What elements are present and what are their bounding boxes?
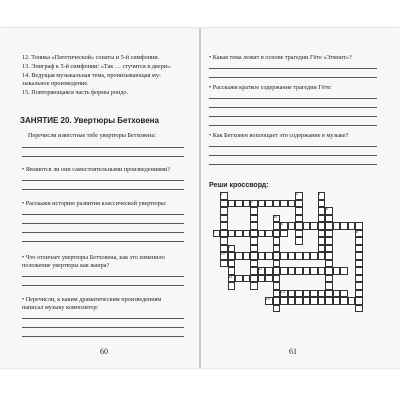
crossword-cell[interactable] bbox=[250, 230, 258, 238]
crossword-cell[interactable] bbox=[295, 237, 303, 245]
crossword-cell[interactable] bbox=[273, 200, 281, 208]
answer-line[interactable] bbox=[22, 232, 184, 233]
answer-line[interactable] bbox=[209, 107, 377, 108]
lesson-heading: ЗАНЯТИЕ 20. Увертюры Бетховена bbox=[20, 116, 159, 125]
crossword-cell[interactable] bbox=[273, 222, 281, 230]
crossword-cell[interactable] bbox=[265, 200, 273, 208]
crossword-cell[interactable] bbox=[265, 275, 273, 283]
crossword-cell[interactable] bbox=[258, 275, 266, 283]
crossword-cell[interactable] bbox=[228, 230, 236, 238]
crossword-clue-number: 9 bbox=[228, 244, 231, 249]
crossword-cell[interactable] bbox=[265, 252, 273, 260]
crossword-cell[interactable] bbox=[228, 245, 236, 253]
answer-line[interactable] bbox=[22, 327, 184, 328]
crossword-cell[interactable] bbox=[340, 267, 348, 275]
crossword-cell[interactable] bbox=[280, 252, 288, 260]
crossword-cell[interactable] bbox=[250, 282, 258, 290]
crossword-cell[interactable] bbox=[280, 230, 288, 238]
crossword-cell[interactable] bbox=[235, 252, 243, 260]
crossword-cell[interactable] bbox=[295, 222, 303, 230]
crossword-cell[interactable] bbox=[325, 290, 333, 298]
answer-line[interactable] bbox=[209, 146, 377, 147]
crossword-cell[interactable] bbox=[250, 222, 258, 230]
crossword-cell[interactable] bbox=[295, 290, 303, 298]
crossword-cell[interactable] bbox=[280, 222, 288, 230]
crossword-cell[interactable] bbox=[333, 297, 341, 305]
crossword-cell[interactable] bbox=[273, 305, 281, 313]
crossword-cell[interactable] bbox=[220, 207, 228, 215]
crossword-cell[interactable] bbox=[273, 297, 281, 305]
crossword-cell[interactable] bbox=[318, 245, 326, 253]
question-dramas-line2: написал музыку композитор: bbox=[22, 304, 99, 311]
crossword-clue-number: 13 bbox=[280, 289, 285, 294]
crossword-cell[interactable] bbox=[325, 260, 333, 268]
crossword-cell[interactable] bbox=[325, 275, 333, 283]
crossword-cell[interactable] bbox=[273, 230, 281, 238]
crossword-cell[interactable] bbox=[310, 290, 318, 298]
crossword-cell[interactable] bbox=[310, 252, 318, 260]
crossword-cell[interactable] bbox=[228, 252, 236, 260]
crossword-cell[interactable] bbox=[265, 267, 273, 275]
crossword-cell[interactable] bbox=[250, 275, 258, 283]
answer-line[interactable] bbox=[22, 180, 184, 181]
crossword-cell[interactable] bbox=[288, 200, 296, 208]
crossword-cell[interactable] bbox=[325, 230, 333, 238]
answer-line[interactable] bbox=[209, 77, 377, 78]
crossword-cell[interactable] bbox=[355, 260, 363, 268]
crossword-cell[interactable] bbox=[220, 200, 228, 208]
page-number: 60 bbox=[100, 347, 108, 356]
list-item: 12. Тоника «Патетической» сонаты и 5-й симфонии. bbox=[22, 54, 160, 61]
crossword-cell[interactable] bbox=[325, 267, 333, 275]
crossword-cell[interactable] bbox=[250, 200, 258, 208]
crossword-cell[interactable] bbox=[273, 290, 281, 298]
crossword-cell[interactable] bbox=[355, 222, 363, 230]
crossword-cell[interactable] bbox=[273, 245, 281, 253]
crossword-cell[interactable] bbox=[318, 252, 326, 260]
crossword-cell[interactable] bbox=[318, 290, 326, 298]
crossword-cell[interactable] bbox=[235, 275, 243, 283]
crossword-cell[interactable] bbox=[348, 222, 356, 230]
answer-line[interactable] bbox=[209, 68, 377, 69]
crossword-cell[interactable] bbox=[220, 244, 231, 253]
crossword-cell[interactable] bbox=[303, 297, 311, 305]
crossword-clue-number: 14 bbox=[265, 297, 270, 302]
crossword-cell[interactable] bbox=[288, 252, 296, 260]
crossword-clue-number: 4 bbox=[318, 192, 321, 197]
question-dramas-line1: • Перечисли, к каким драматическим произведениям bbox=[22, 296, 162, 303]
crossword-cell[interactable] bbox=[250, 260, 258, 268]
question-difference-line2: положение увертюры как жанра? bbox=[22, 262, 110, 269]
crossword-cell[interactable] bbox=[355, 297, 363, 305]
list-item: зыкальное произведение. bbox=[22, 80, 89, 87]
crossword-cell[interactable] bbox=[295, 297, 303, 305]
crossword-cell[interactable] bbox=[325, 252, 333, 260]
crossword-cell[interactable] bbox=[340, 290, 348, 298]
crossword-cell[interactable] bbox=[355, 267, 363, 275]
answer-line[interactable] bbox=[209, 164, 377, 165]
crossword-clue-number: 15 bbox=[273, 214, 278, 219]
crossword-clue-number: 8 bbox=[355, 229, 358, 234]
crossword-cell[interactable] bbox=[250, 207, 258, 215]
crossword-cell[interactable] bbox=[348, 297, 356, 305]
crossword-cell[interactable] bbox=[265, 230, 273, 238]
crossword-cell[interactable] bbox=[325, 245, 333, 253]
crossword-cell[interactable] bbox=[280, 267, 288, 275]
crossword-cell[interactable] bbox=[228, 282, 236, 290]
crossword-cell[interactable] bbox=[228, 200, 236, 208]
crossword-cell[interactable] bbox=[235, 200, 243, 208]
crossword-cell[interactable] bbox=[273, 260, 281, 268]
crossword-cell[interactable] bbox=[295, 267, 303, 275]
crossword-clue-number: 6 bbox=[280, 222, 283, 227]
crossword-cell[interactable] bbox=[303, 222, 311, 230]
question-beethoven-music: • Как Бетховен воплощает это содержание в музыке? bbox=[209, 132, 349, 139]
crossword-cell[interactable] bbox=[318, 230, 326, 238]
crossword-clue-number: 7 bbox=[213, 229, 216, 234]
crossword-cell[interactable] bbox=[318, 237, 326, 245]
crossword-cell[interactable] bbox=[220, 222, 228, 230]
crossword-cell[interactable] bbox=[258, 252, 266, 260]
crossword-cell[interactable] bbox=[340, 297, 348, 305]
crossword-cell[interactable] bbox=[213, 230, 221, 238]
crossword-cell[interactable] bbox=[295, 207, 303, 215]
crossword-cell[interactable] bbox=[310, 297, 318, 305]
crossword-cell[interactable] bbox=[250, 237, 258, 245]
crossword-cell[interactable] bbox=[325, 222, 333, 230]
answer-line[interactable] bbox=[209, 116, 377, 117]
crossword-cell[interactable] bbox=[243, 252, 251, 260]
crossword-cell[interactable] bbox=[295, 215, 303, 223]
crossword-cell[interactable] bbox=[258, 230, 266, 238]
crossword-cell[interactable] bbox=[295, 252, 303, 260]
answer-line[interactable] bbox=[22, 156, 184, 157]
answer-line[interactable] bbox=[22, 285, 184, 286]
crossword-cell[interactable] bbox=[318, 267, 326, 275]
crossword-cell[interactable] bbox=[273, 267, 281, 275]
question-overtures: Перечисли известные тебе увертюры Бетховена: bbox=[28, 132, 156, 139]
crossword-cell[interactable] bbox=[325, 237, 333, 245]
list-item: 13. Эпиграф к 5-й симфонии: «Так … стучится в двери». bbox=[22, 63, 172, 70]
crossword-clue-number: 11 bbox=[258, 267, 263, 272]
crossword-cell[interactable] bbox=[355, 230, 363, 238]
list-item: 14. Ведущая музыкальная тема, пронизывающая му- bbox=[22, 72, 161, 79]
crossword-cell[interactable] bbox=[295, 230, 303, 238]
answer-line[interactable] bbox=[22, 318, 184, 319]
crossword-cell[interactable] bbox=[318, 192, 326, 200]
answer-line[interactable] bbox=[209, 98, 377, 99]
crossword-cell[interactable] bbox=[295, 200, 303, 208]
crossword-cell[interactable] bbox=[220, 237, 228, 245]
list-item: 15. Повторяющаяся часть формы рондо. bbox=[22, 89, 129, 96]
page-number: 61 bbox=[289, 347, 297, 356]
crossword-cell[interactable] bbox=[355, 252, 363, 260]
crossword-cell[interactable] bbox=[250, 252, 258, 260]
question-egmont-summary: • Расскажи краткое содержание трагедии Гёте: bbox=[209, 84, 332, 91]
crossword-cell[interactable] bbox=[333, 267, 341, 275]
answer-line[interactable] bbox=[22, 223, 184, 224]
crossword-cell[interactable] bbox=[280, 290, 288, 298]
crossword-cell[interactable] bbox=[303, 290, 311, 298]
crossword-cell[interactable] bbox=[303, 267, 311, 275]
crossword-cell[interactable] bbox=[273, 252, 281, 260]
crossword-cell[interactable] bbox=[288, 267, 296, 275]
crossword-cell[interactable] bbox=[273, 282, 281, 290]
crossword-cell[interactable] bbox=[318, 207, 326, 215]
question-independent: • Являются ли они самостоятельными произведениями? bbox=[22, 166, 170, 173]
crossword-clue-number: 12 bbox=[228, 274, 233, 279]
crossword-cell[interactable] bbox=[355, 282, 363, 290]
crossword-cell[interactable] bbox=[243, 275, 251, 283]
crossword-cell[interactable] bbox=[333, 222, 341, 230]
crossword-cell[interactable] bbox=[325, 215, 333, 223]
crossword-clue-number: 2 bbox=[250, 199, 253, 204]
answer-line[interactable] bbox=[22, 241, 184, 242]
crossword-cell[interactable] bbox=[250, 245, 258, 253]
crossword-cell[interactable] bbox=[288, 290, 296, 298]
crossword-cell[interactable] bbox=[243, 200, 251, 208]
crossword-cell[interactable] bbox=[288, 297, 296, 305]
crossword-cell[interactable] bbox=[250, 215, 258, 223]
crossword-cell[interactable] bbox=[318, 222, 326, 230]
crossword-cell[interactable] bbox=[355, 237, 363, 245]
crossword-cell[interactable] bbox=[325, 297, 333, 305]
crossword-cell[interactable] bbox=[220, 260, 228, 268]
crossword-cell[interactable] bbox=[243, 230, 251, 238]
crossword-clue-number: 10 bbox=[220, 252, 225, 257]
question-difference-line1: • Что отличает увертюры Бетховена, как это изменило bbox=[22, 254, 165, 261]
crossword-clue-number: 1 bbox=[220, 192, 223, 197]
question-history: • Расскажи историю развития классической увертюры: bbox=[22, 200, 167, 207]
crossword-cell[interactable] bbox=[318, 200, 326, 208]
crossword-cell[interactable] bbox=[318, 297, 326, 305]
crossword-cell[interactable] bbox=[220, 192, 228, 200]
crossword-cell[interactable] bbox=[340, 222, 348, 230]
answer-line[interactable] bbox=[209, 155, 377, 156]
crossword-title: Реши кроссворд: bbox=[209, 182, 269, 189]
crossword-cell[interactable] bbox=[273, 237, 281, 245]
crossword-cell[interactable] bbox=[280, 200, 288, 208]
crossword-cell[interactable] bbox=[228, 275, 236, 283]
left-page bbox=[0, 28, 199, 368]
crossword-cell[interactable] bbox=[258, 267, 266, 275]
answer-line[interactable] bbox=[22, 276, 184, 277]
crossword-cell[interactable] bbox=[258, 200, 266, 208]
answer-line[interactable] bbox=[22, 214, 184, 215]
question-egmont-theme: • Какая тема лежит в основе трагедии Гёте «Эгмонт»? bbox=[209, 54, 352, 61]
crossword-cell[interactable] bbox=[318, 215, 326, 223]
crossword-clue-number: 3 bbox=[295, 192, 298, 197]
crossword-clue-number: 5 bbox=[325, 207, 328, 212]
crossword-cell[interactable] bbox=[325, 207, 333, 215]
crossword-cell[interactable] bbox=[228, 260, 236, 268]
crossword-cell[interactable] bbox=[265, 297, 273, 305]
crossword-cell[interactable] bbox=[280, 297, 288, 305]
crossword-cell[interactable] bbox=[250, 267, 258, 275]
crossword-cell[interactable] bbox=[303, 252, 311, 260]
crossword-cell[interactable] bbox=[355, 305, 363, 313]
crossword-cell[interactable] bbox=[288, 222, 296, 230]
answer-line[interactable] bbox=[22, 189, 184, 190]
crossword-cell[interactable] bbox=[273, 275, 281, 283]
crossword-cell[interactable] bbox=[355, 290, 363, 298]
crossword-cell[interactable] bbox=[325, 282, 333, 290]
crossword-cell[interactable] bbox=[310, 222, 318, 230]
crossword-cell[interactable] bbox=[220, 215, 228, 223]
crossword-cell[interactable] bbox=[333, 290, 341, 298]
crossword-cell[interactable] bbox=[295, 192, 303, 200]
crossword-cell[interactable] bbox=[273, 215, 281, 223]
answer-line[interactable] bbox=[22, 147, 184, 148]
crossword-cell[interactable] bbox=[220, 252, 228, 260]
crossword-cell[interactable] bbox=[228, 267, 236, 275]
answer-line[interactable] bbox=[209, 125, 377, 126]
crossword-cell[interactable] bbox=[355, 245, 363, 253]
crossword-cell[interactable] bbox=[355, 275, 363, 283]
crossword-cell[interactable] bbox=[310, 267, 318, 275]
crossword-cell[interactable] bbox=[235, 230, 243, 238]
crossword-cell[interactable] bbox=[220, 230, 228, 238]
answer-line[interactable] bbox=[22, 336, 184, 337]
